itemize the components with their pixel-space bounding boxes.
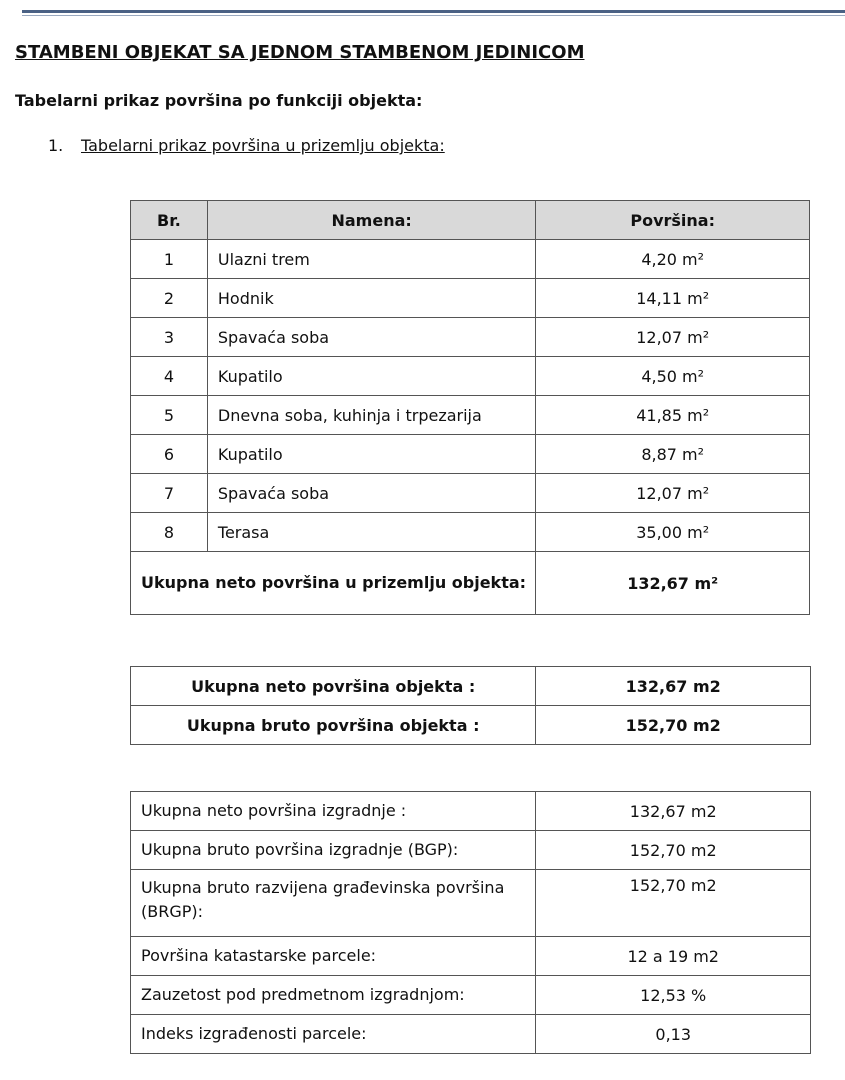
row-area: 41,85 m²	[536, 396, 810, 435]
summary-gross-label: Ukupna bruto površina objekta :	[131, 706, 536, 745]
row-number: 8	[131, 513, 208, 552]
row-name: Ulazni trem	[207, 240, 535, 279]
document-subtitle: Tabelarni prikaz površina po funkciji objekta:	[15, 91, 423, 110]
document-title: STAMBENI OBJEKAT SA JEDNOM STAMBENOM JEDINICOM	[15, 42, 585, 63]
list-item-text: Tabelarni prikaz površina u prizemlju objekta:	[81, 136, 445, 155]
row-name: Spavaća soba	[207, 474, 535, 513]
rooms-total-row	[131, 552, 810, 615]
parcel-table	[130, 791, 811, 1054]
table-row	[131, 792, 811, 831]
row-name: Terasa	[207, 513, 535, 552]
summary-net-label: Ukupna neto površina objekta :	[131, 667, 536, 706]
table-row	[131, 976, 811, 1015]
table-row	[131, 937, 811, 976]
table-row	[131, 357, 810, 396]
table-row	[131, 240, 810, 279]
row-name: Kupatilo	[207, 357, 535, 396]
rooms-total-label: Ukupna neto površina u prizemlju objekta:	[131, 552, 536, 615]
parcel-row-label: Zauzetost pod predmetnom izgradnjom:	[131, 976, 536, 1015]
row-number: 6	[131, 435, 208, 474]
summary-net-value: 132,67 m2	[536, 667, 811, 706]
table-row	[131, 318, 810, 357]
table-row	[131, 435, 810, 474]
row-number: 1	[131, 240, 208, 279]
row-name: Hodnik	[207, 279, 535, 318]
rooms-table-header-row	[131, 201, 810, 240]
row-area: 4,20 m²	[536, 240, 810, 279]
table-row	[131, 513, 810, 552]
parcel-row-value: 0,13	[536, 1015, 811, 1054]
parcel-row-value: 152,70 m2	[536, 831, 811, 870]
list-item-ground-floor	[48, 136, 445, 155]
row-area: 14,11 m²	[536, 279, 810, 318]
parcel-row-value: 152,70 m2	[536, 870, 811, 937]
row-area: 12,07 m²	[536, 474, 810, 513]
row-number: 3	[131, 318, 208, 357]
parcel-row-label: Indeks izgrađenosti parcele:	[131, 1015, 536, 1054]
parcel-row-label: Površina katastarske parcele:	[131, 937, 536, 976]
table-row	[131, 706, 811, 745]
list-item-number: 1.	[48, 136, 64, 155]
row-area: 8,87 m²	[536, 435, 810, 474]
summary-table	[130, 666, 811, 745]
row-name: Spavaća soba	[207, 318, 535, 357]
header-number: Br.	[131, 201, 208, 240]
table-row	[131, 396, 810, 435]
rooms-total-value: 132,67 m²	[536, 552, 810, 615]
row-number: 4	[131, 357, 208, 396]
row-area: 12,07 m²	[536, 318, 810, 357]
parcel-row-value: 12,53 %	[536, 976, 811, 1015]
table-row	[131, 870, 811, 937]
parcel-row-value: 12 a 19 m2	[536, 937, 811, 976]
row-number: 5	[131, 396, 208, 435]
parcel-row-value: 132,67 m2	[536, 792, 811, 831]
parcel-row-label: Ukupna bruto razvijena građevinska površina (BRGP):	[131, 870, 536, 937]
parcel-row-label: Ukupna neto površina izgradnje :	[131, 792, 536, 831]
table-row	[131, 1015, 811, 1054]
top-divider-line	[22, 10, 845, 13]
table-row	[131, 667, 811, 706]
row-area: 4,50 m²	[536, 357, 810, 396]
row-number: 2	[131, 279, 208, 318]
rooms-table	[130, 200, 810, 615]
table-row	[131, 474, 810, 513]
header-purpose: Namena:	[207, 201, 535, 240]
parcel-row-label: Ukupna bruto površina izgradnje (BGP):	[131, 831, 536, 870]
header-area: Površina:	[536, 201, 810, 240]
table-row	[131, 279, 810, 318]
table-row	[131, 831, 811, 870]
row-name: Kupatilo	[207, 435, 535, 474]
row-name: Dnevna soba, kuhinja i trpezarija	[207, 396, 535, 435]
row-area: 35,00 m²	[536, 513, 810, 552]
row-number: 7	[131, 474, 208, 513]
summary-gross-value: 152,70 m2	[536, 706, 811, 745]
